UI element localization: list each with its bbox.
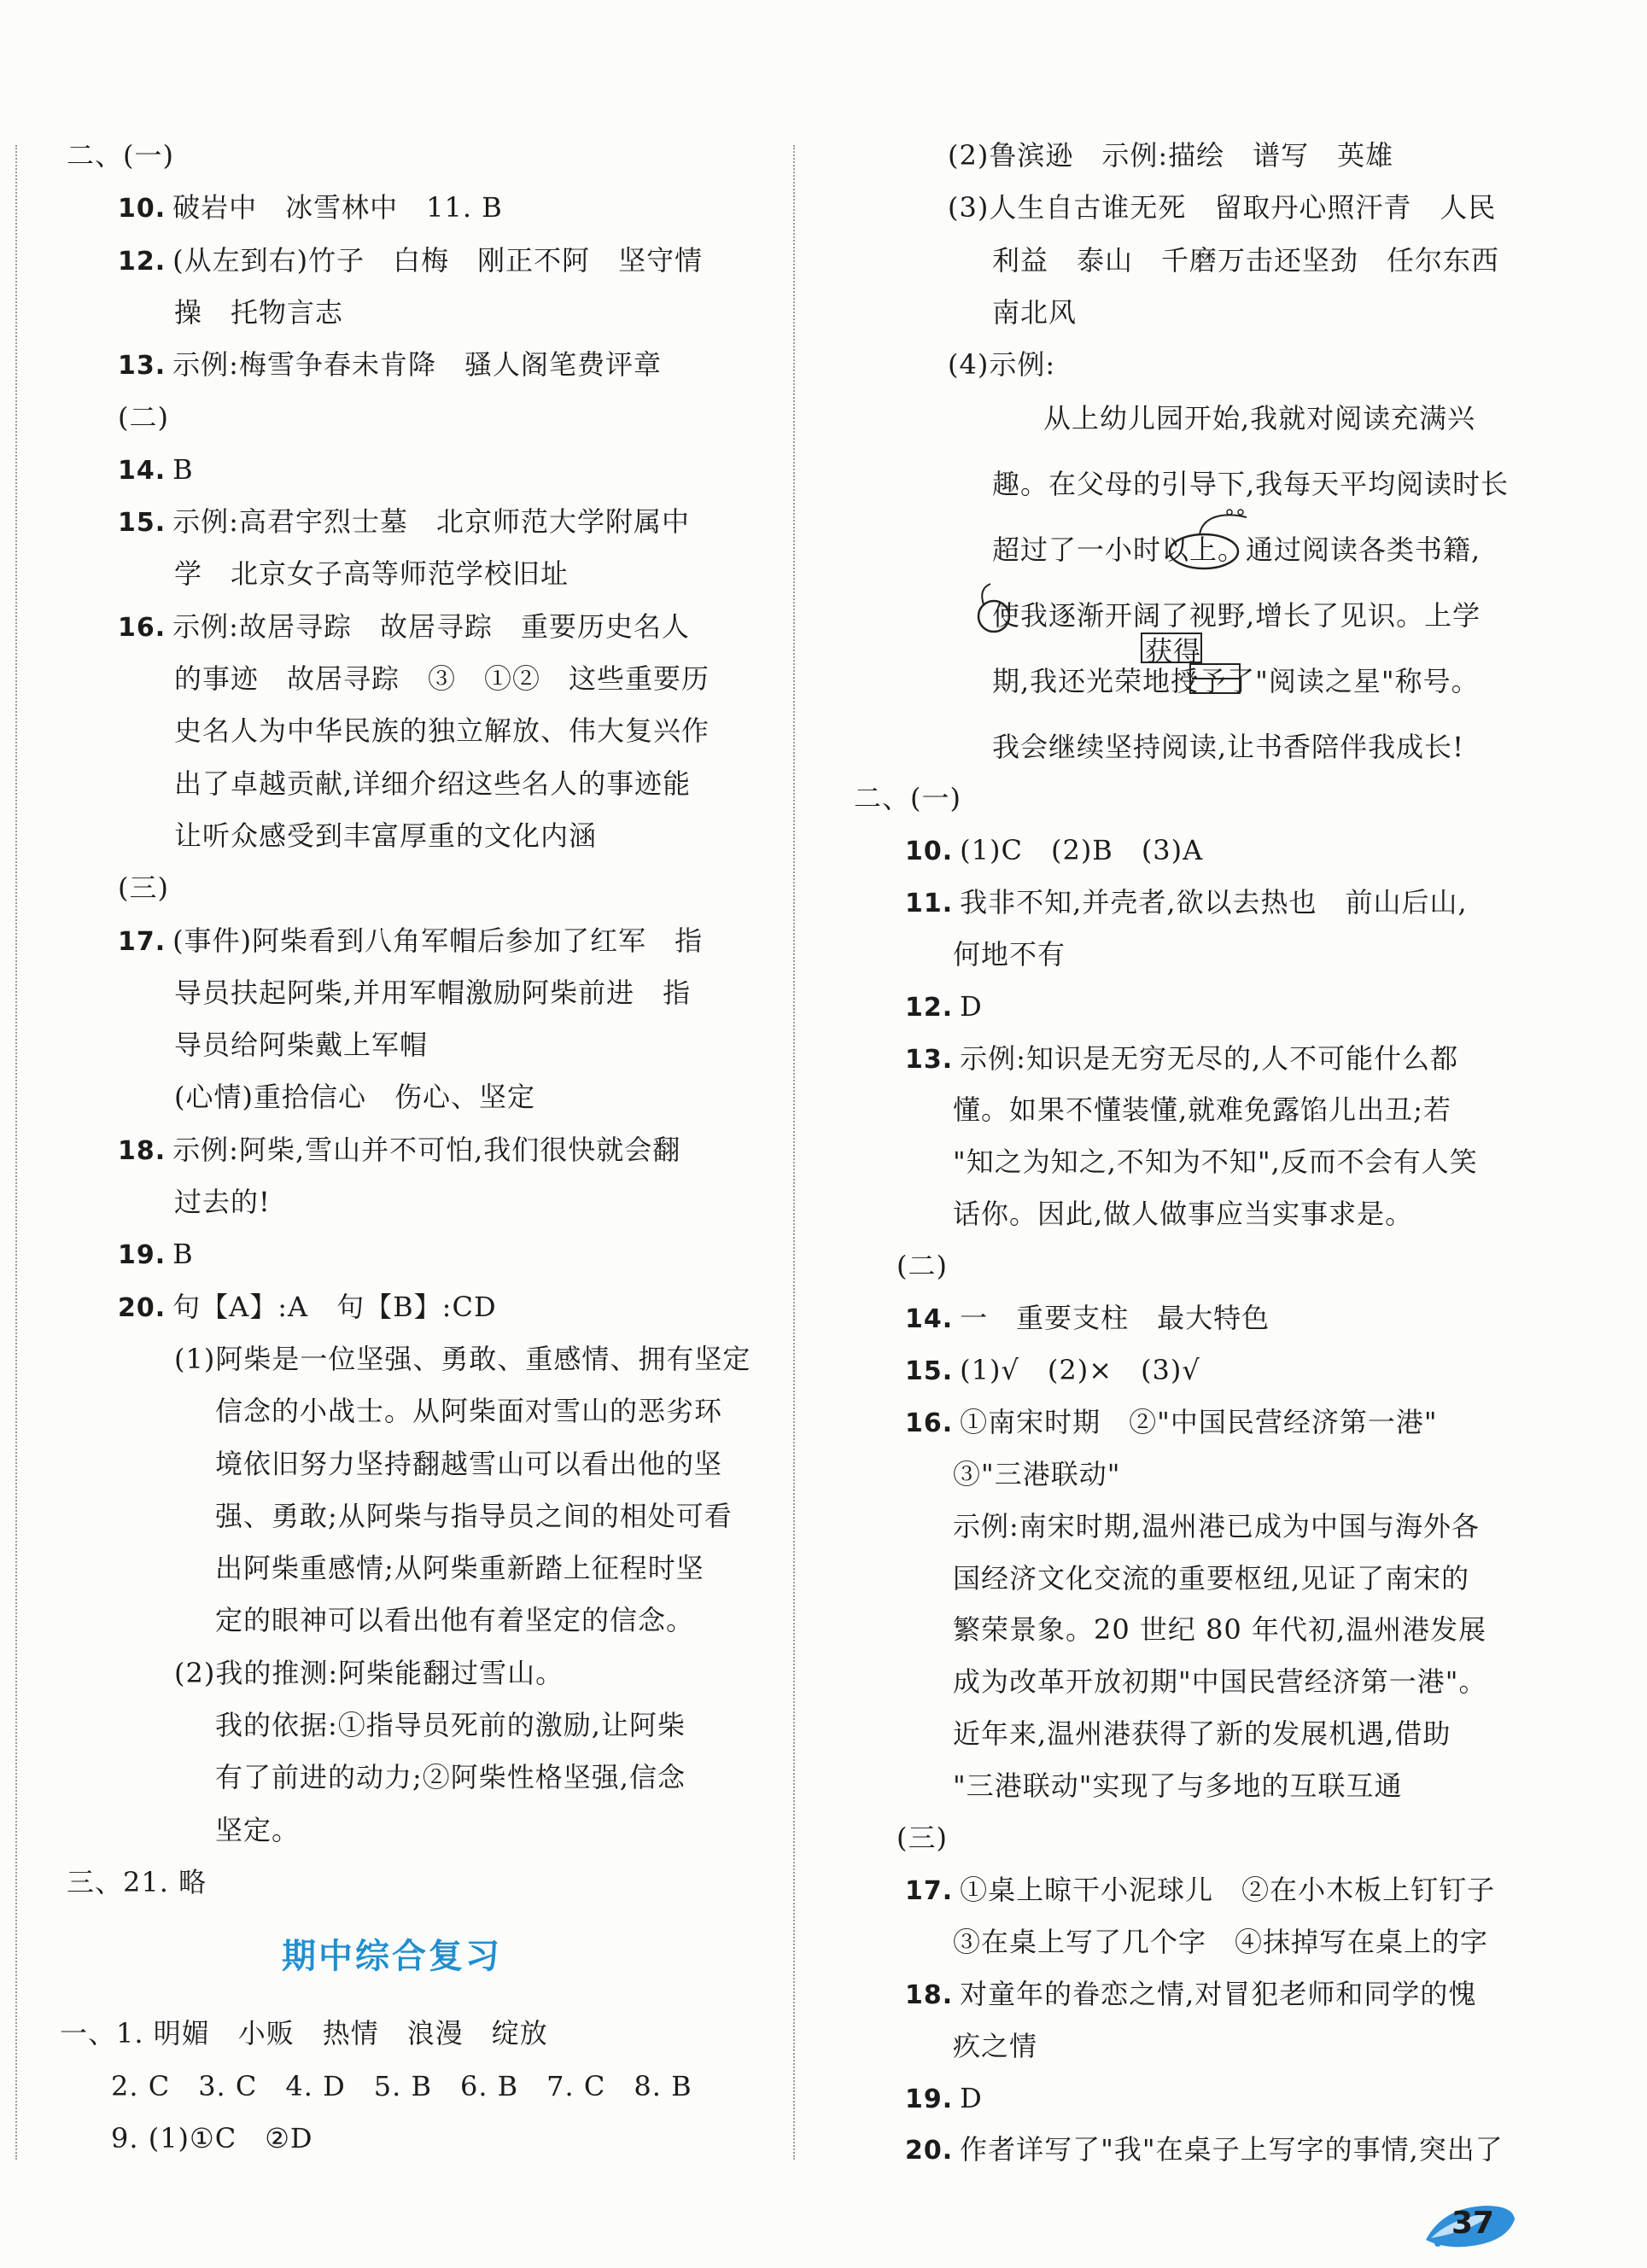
question-number: 14. — [118, 456, 166, 486]
answer-text: "知之为知之,不知为不知",反而不会有人笑 — [953, 1146, 1478, 1178]
question-number: 13. — [118, 351, 166, 381]
answer-text: 境依旧努力坚持翻越雪山可以看出他的坚 — [215, 1448, 723, 1480]
question-number: 19. — [118, 1240, 166, 1270]
answer-line — [111, 2061, 692, 2113]
answer-line — [174, 705, 710, 757]
answer-line — [118, 1228, 194, 1280]
answer-line — [953, 1553, 1469, 1605]
answer-text: 2. C 3. C 4. D 5. B 6. B 7. C 8. B — [111, 2070, 692, 2102]
answer-text: (2)我的推测:阿柴能翻过雪山。 — [174, 1657, 564, 1689]
answer-text: 让听众感受到丰富厚重的文化内涵 — [174, 819, 598, 852]
answer-line — [174, 653, 710, 705]
column-divider — [793, 145, 795, 2160]
answer-line — [111, 2113, 313, 2165]
answer-text: 期,我还光荣地授予了"阅读之星"称号。 — [992, 665, 1480, 697]
answer-line — [174, 1176, 271, 1228]
answer-line — [174, 967, 691, 1019]
question-number: 10. — [118, 194, 166, 224]
answer-line — [215, 1490, 733, 1542]
answer-text: 何地不有 — [953, 938, 1066, 971]
answer-line — [118, 601, 690, 653]
answer-text: 作者详写了"我"在桌子上写字的事情,突出了 — [960, 2133, 1504, 2166]
answer-text: 示例:阿柴,雪山并不可怕,我们很快就会翻 — [172, 1134, 681, 1166]
question-number: 12. — [905, 993, 954, 1023]
answer-line — [67, 130, 174, 182]
answer-text: 示例:故居寻踪 故居寻踪 重要历史名人 — [172, 610, 690, 643]
answer-line — [897, 1812, 948, 1864]
answer-line — [953, 1084, 1451, 1136]
answer-line — [118, 235, 703, 287]
answer-text: 导员扶起阿柴,并用军帽激励阿柴前进 指 — [174, 977, 692, 1009]
answer-line — [992, 458, 1509, 510]
answer-line — [992, 721, 1464, 773]
answer-line — [905, 1968, 1476, 2020]
answer-text: 操 托物言志 — [174, 296, 344, 329]
answer-text: ③"三港联动" — [953, 1458, 1121, 1490]
answer-text: 使我逐渐开阔了视野,增长了见识。上学 — [992, 599, 1481, 632]
answer-text: 强、勇敢;从阿柴与指导员之间的相处可看 — [215, 1500, 733, 1532]
answer-text: 信念的小战士。从阿柴面对雪山的恶劣环 — [215, 1395, 723, 1427]
answer-line — [953, 929, 1066, 981]
answer-text: 近年来,温州港获得了新的发展机遇,借助 — [953, 1717, 1451, 1750]
answer-line — [67, 1857, 207, 1909]
answer-line — [174, 287, 343, 339]
answer-text: 三、21. 略 — [67, 1866, 207, 1898]
answer-line — [905, 981, 983, 1033]
answer-text: (1)阿柴是一位坚强、勇敢、重感情、拥有坚定 — [174, 1343, 751, 1375]
question-number: 17. — [905, 1876, 954, 1906]
answer-text: D — [960, 2082, 983, 2114]
answer-line — [905, 825, 1203, 877]
question-number: 14. — [905, 1304, 954, 1334]
answer-line — [953, 1188, 1413, 1240]
answer-text: 趣。在父母的引导下,我每天平均阅读时长 — [992, 468, 1510, 500]
answer-line — [992, 287, 1077, 339]
answer-text: 有了前进的动力;②阿柴性格坚强,信念 — [215, 1761, 686, 1793]
answer-text: 我的依据:①指导员死前的激励,让阿柴 — [215, 1709, 686, 1741]
answer-line — [905, 1033, 1458, 1085]
answer-text: 我会继续坚持阅读,让书香陪伴我成长! — [992, 731, 1465, 763]
answer-text: 史名人为中华民族的独立解放、伟大复兴作 — [174, 714, 710, 747]
answer-text: 二、(一) — [854, 782, 961, 814]
answer-line — [215, 1542, 704, 1595]
answer-text: ①桌上晾干小泥球儿 ②在小木板上钉钉子 — [960, 1874, 1496, 1906]
question-number: 16. — [905, 1408, 954, 1438]
answer-text: 示例:梅雪争春未肯降 骚人阁笔费评章 — [172, 348, 662, 381]
question-number: 18. — [905, 1980, 954, 2010]
answer-text: (二) — [897, 1250, 948, 1282]
question-number: 15. — [905, 1356, 954, 1386]
answer-line — [897, 1240, 948, 1292]
question-number: 13. — [905, 1045, 954, 1075]
answer-line — [948, 339, 1055, 391]
answer-line — [905, 1864, 1495, 1916]
answer-text: 从上幼儿园开始,我就对阅读充满兴 — [1043, 402, 1476, 434]
answer-text: 南北风 — [992, 296, 1078, 329]
answer-text: 破岩中 冰雪林中 11. B — [172, 191, 503, 224]
answer-line — [174, 1333, 750, 1385]
answer-text: (2)鲁滨逊 示例:描绘 谱写 英雄 — [948, 139, 1394, 172]
answer-line — [948, 130, 1393, 182]
answer-line — [174, 758, 691, 810]
answer-text: 过去的! — [174, 1186, 271, 1218]
answer-line — [118, 496, 690, 548]
page-number: 37 — [1451, 2206, 1495, 2241]
answer-text: 示例:高君宇烈士墓 北京师范大学附属中 — [172, 505, 690, 538]
answer-text: D — [960, 990, 983, 1023]
answer-text: (1)C (2)B (3)A — [960, 834, 1204, 866]
question-number: 20. — [905, 2136, 954, 2166]
answer-line — [174, 1019, 428, 1071]
answer-text: 的事迹 故居寻踪 ③ ①② 这些重要历 — [174, 662, 710, 695]
answer-text: (心情)重拾信心 伤心、坚定 — [174, 1081, 535, 1113]
essay-correction-marks — [973, 504, 1400, 708]
answer-text: (三) — [118, 872, 169, 904]
question-number: 16. — [118, 613, 166, 643]
answer-line — [953, 1501, 1480, 1553]
answer-line — [905, 877, 1468, 929]
answer-line — [118, 1124, 680, 1176]
answer-text: 出阿柴重感情;从阿柴重新踏上征程时坚 — [215, 1552, 704, 1584]
answer-text: 导员给阿柴戴上军帽 — [174, 1029, 429, 1061]
question-number: 18. — [118, 1136, 166, 1166]
answer-text: (事件)阿柴看到八角军帽后参加了红军 指 — [172, 924, 704, 957]
answer-text: 出了卓越贡献,详细介绍这些名人的事迹能 — [174, 767, 692, 800]
answer-text: 示例:知识是无穷无尽的,人不可能什么都 — [960, 1042, 1459, 1075]
answer-line — [215, 1595, 694, 1647]
answer-line — [118, 339, 662, 391]
question-number: 17. — [118, 927, 166, 957]
answer-text: 对童年的眷恋之情,对冒犯老师和同学的愧 — [960, 1978, 1477, 2010]
answer-line — [118, 1281, 497, 1333]
answer-text: 成为改革开放初期"中国民营经济第一港"。 — [953, 1665, 1487, 1698]
question-number: 10. — [905, 837, 954, 866]
answer-line — [953, 1604, 1486, 1656]
question-number: 19. — [905, 2084, 954, 2114]
answer-text: 话你。因此,做人做事应当实事求是。 — [953, 1198, 1414, 1230]
answer-line — [992, 235, 1499, 287]
answer-line — [215, 1385, 722, 1437]
answer-text: ①南宋时期 ②"中国民营经济第一港" — [960, 1406, 1438, 1438]
answer-line — [948, 182, 1496, 234]
correction-word: 获得 — [1145, 635, 1202, 668]
answer-text: ③在桌上写了几个字 ④抹掉写在桌上的字 — [953, 1926, 1489, 1958]
answer-text: 我非不知,并壳者,欲以去热也 前山后山, — [960, 886, 1468, 918]
answer-text: 一 重要支柱 最大特色 — [960, 1302, 1270, 1334]
question-number: 15. — [118, 508, 166, 538]
answer-text: 超过了一小时以上。通过阅读各类书籍, — [992, 533, 1481, 566]
answer-text: 懂。如果不懂装懂,就难免露馅儿出丑;若 — [953, 1093, 1451, 1126]
answer-text: (三) — [897, 1822, 948, 1854]
answer-line — [118, 444, 194, 496]
answer-text: 学 北京女子高等师范学校旧址 — [174, 557, 569, 590]
answer-line — [118, 915, 703, 967]
answer-line — [118, 862, 169, 914]
answer-text: (1)√ (2)× (3)√ — [960, 1354, 1200, 1386]
answer-line — [174, 1647, 564, 1700]
answer-text: 疚之情 — [953, 2030, 1038, 2062]
question-number: 20. — [118, 1293, 166, 1323]
answer-line — [118, 182, 503, 234]
answer-text: B — [172, 1238, 194, 1270]
left-margin-rule — [15, 145, 17, 2160]
answer-line — [174, 548, 569, 600]
answer-line — [905, 1344, 1200, 1396]
answer-text: "三港联动"实现了与多地的互联互通 — [953, 1770, 1403, 1802]
answer-text: 国经济文化交流的重要枢纽,见证了南宋的 — [953, 1562, 1470, 1595]
answer-text: B — [172, 453, 194, 486]
answer-line — [854, 773, 961, 825]
section-title: 期中综合复习 — [282, 1937, 502, 1976]
answer-line — [174, 1071, 535, 1123]
answer-line — [174, 810, 597, 862]
answer-text: (4)示例: — [948, 348, 1056, 381]
answer-line — [1043, 393, 1475, 445]
answer-text: 一、1. 明媚 小贩 热情 浪漫 绽放 — [60, 2017, 548, 2049]
answer-line — [953, 1760, 1402, 1812]
answer-text: (从左到右)竹子 白梅 刚正不阿 坚守情 — [172, 244, 704, 277]
answer-text: (3)人生自古谁无死 留取丹心照汗青 人民 — [948, 191, 1497, 224]
answer-line — [905, 2124, 1504, 2176]
answer-line — [60, 2008, 548, 2060]
answer-line — [953, 1449, 1120, 1501]
answer-line — [215, 1700, 686, 1752]
answer-line — [953, 1656, 1486, 1708]
question-number: 11. — [905, 889, 954, 918]
answer-line — [905, 1292, 1270, 1344]
answer-text: (二) — [118, 401, 169, 434]
answer-text: 坚定。 — [215, 1814, 301, 1846]
answer-line — [215, 1752, 686, 1804]
answer-line — [118, 392, 169, 444]
answer-line — [953, 1708, 1451, 1760]
answer-text: 定的眼神可以看出他有着坚定的信念。 — [215, 1604, 695, 1636]
answer-line — [953, 2020, 1037, 2073]
answer-line — [953, 1136, 1478, 1188]
answer-text: 繁荣景象。20 世纪 80 年代初,温州港发展 — [953, 1613, 1487, 1646]
answer-text: 二、(一) — [67, 139, 174, 172]
answer-line — [905, 2073, 983, 2125]
question-number: 12. — [118, 247, 166, 277]
answer-text: 示例:南宋时期,温州港已成为中国与海外各 — [953, 1510, 1480, 1542]
answer-text: 9. (1)①C ②D — [111, 2122, 313, 2154]
answer-line — [905, 1396, 1438, 1449]
answer-text: 句【A】:A 句【B】:CD — [172, 1291, 497, 1323]
answer-line — [215, 1804, 300, 1857]
answer-line — [215, 1438, 722, 1490]
answer-line — [953, 1916, 1488, 1968]
answer-text: 利益 泰山 千磨万击还坚劲 任尔东西 — [992, 244, 1500, 277]
